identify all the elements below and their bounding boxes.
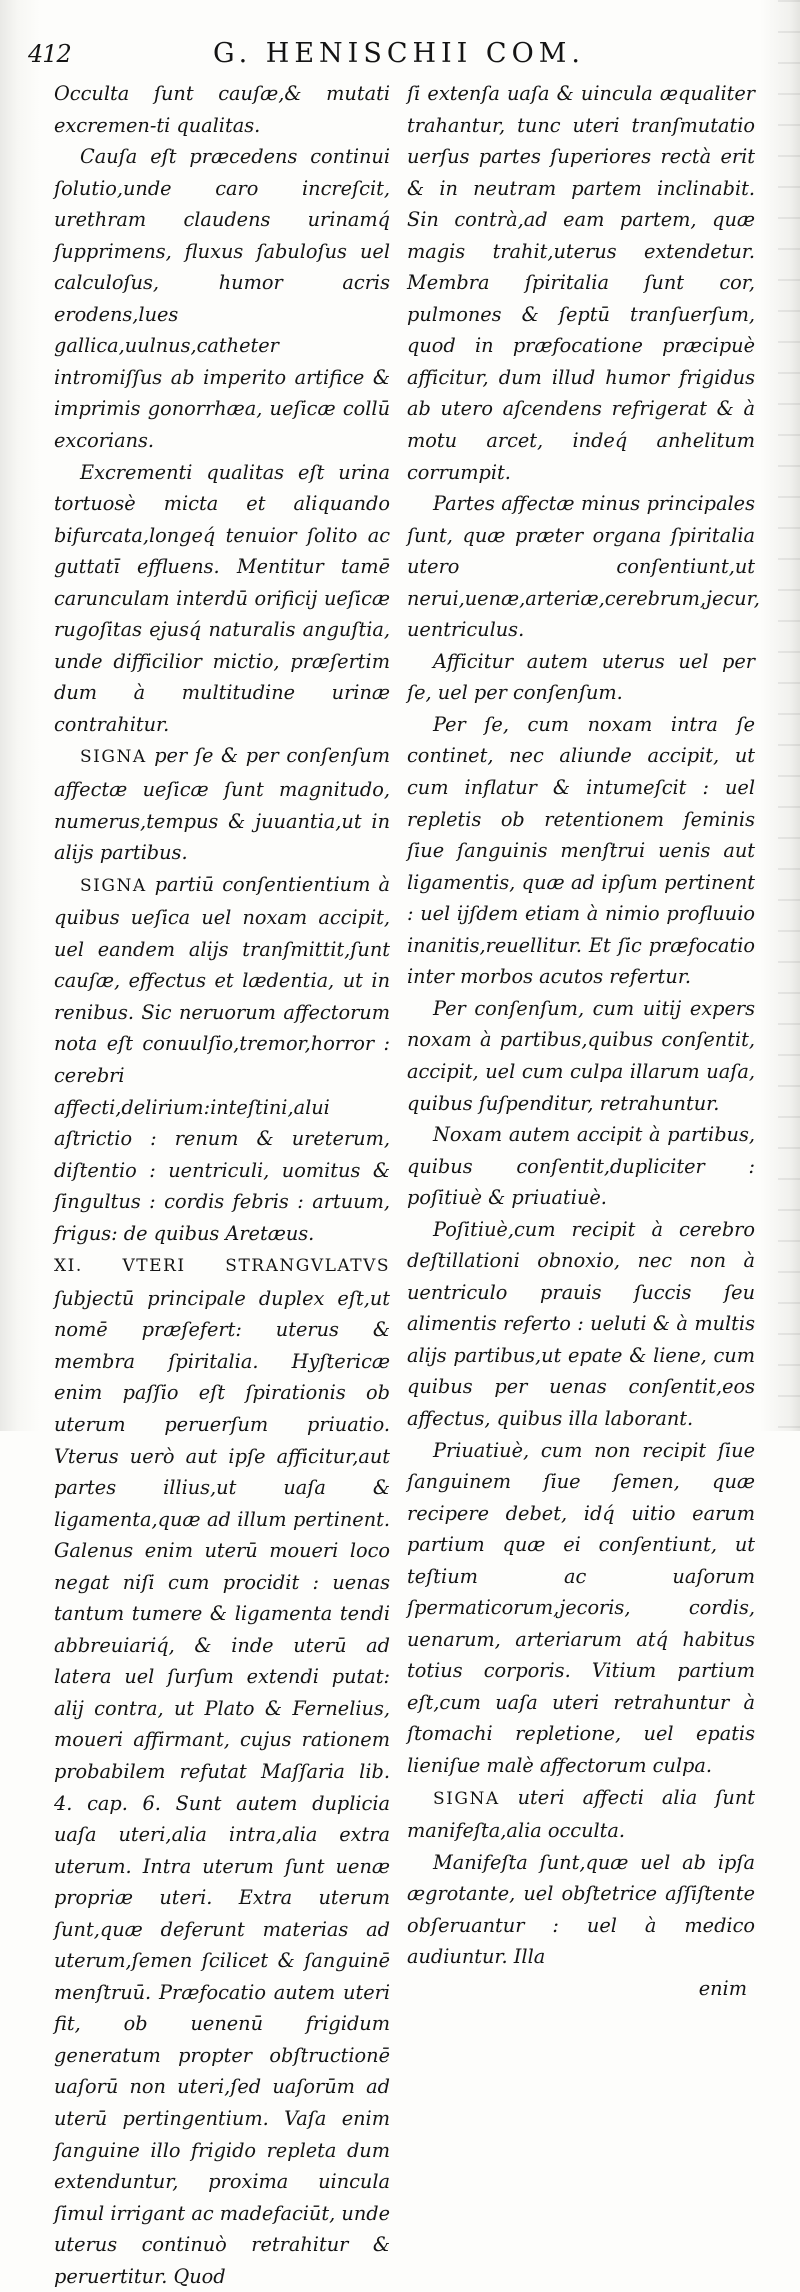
paragraph — [407, 1214, 755, 1435]
paragraph — [54, 740, 390, 868]
paragraph-text: Poſitiuè,cum recipit à cerebro deſtillationi obnoxio, nec non à uentriculo prauis ſuccis ſeu alimentis referto : ueluti & à multis alijs partibus,ut epate & liene, cum quibus per uenas conſentit,eos affectus, quibus illa laborant. — [407, 1217, 755, 1430]
right-column — [407, 78, 760, 2004]
paragraph — [54, 141, 390, 456]
paragraph-text: Afficitur autem uterus uel per ſe, uel per conſenſum. — [407, 649, 755, 705]
paragraph-text: uteri affecti alia ſunt manifeſta,alia occulta. — [407, 1785, 755, 1843]
paragraph-text: Per conſenſum, cum uitij expers noxam à partibus,quibus conſentit, accipit, uel cum culpa illarum uaſa, quibus ſuſpenditur, retrahuntur. — [407, 996, 755, 1115]
section-keyword: SIGNA — [80, 875, 147, 896]
paragraph-text: per ſe & per conſenſum affectæ ueſicæ ſunt magnitudo, numerus,tempus & juuantia,ut in alijs partibus. — [54, 744, 390, 865]
section-keyword: SIGNA — [80, 747, 147, 768]
paragraph-text: enim — [698, 1976, 747, 2000]
paragraph-text: Noxam autem accipit à partibus, quibus conſentit,dupliciter : poſitiuè & priuatiuè. — [407, 1123, 755, 1210]
paragraph — [407, 1435, 755, 1782]
paragraph-text: Cauſa eſt præcedens continui ſolutio,unde caro increſcit, urethram claudens urinamq́ ſupprimens, fluxus ſabuloſus uel calculoſus, humor acris erodens,lues gallica,uulnus,catheter intromiſſus ab imperito artifice & imprimis gonorrhæa, ueſicæ collū excorians. — [54, 145, 390, 453]
running-head: G. HENISCHII COM. — [213, 38, 585, 69]
paragraph-text: Manifeſta ſunt,quæ uel ab ipſa ægrotante, uel obſtetrice aſſiſtente obſeruantur : uel à medico audiuntur. Illa — [407, 1850, 755, 1969]
paragraph-text: Excrementi qualitas eſt urina tortuosè micta et aliquando bifurcata,longeq́ tenuior ſolito ac guttatī effluens. Mentitur tamē carunculam interdū orificij ueſicæ rugoſitas ejusq́ naturalis anguſtia, unde difficilior mictio, præſertim dum à multitudine urinæ contrahitur. — [54, 460, 390, 736]
paragraph — [407, 78, 755, 488]
paragraph — [407, 1119, 755, 1214]
page-number: 412 — [28, 40, 71, 68]
paragraph-text: ſubjectū principale duplex eſt,ut nomē præſefert: uterus & membra ſpiritalia. Hyſtericæ enim paſſio eſt ſpirationis ob uterum peruerſum priuatio. Vterus uerò aut ipſe afficitur,aut partes illius,ut uaſa & ligamenta,quæ ad illum pertinent. Galenus enim uterū moueri loco negat niſi cum procidit : uenas tantum tumere & ligamenta tendi abbreuiariq́, & inde uterū ad latera uel ſurſum extendi putat: alij contra, ut Plato & Fernelius, moueri affirmant, cujus rationem probabilem refutat Maſſaria lib. 4. cap. 6. Sunt autem duplicia uaſa uteri,alia intra,alia extra uterum. Intra uterum ſunt uenæ propriæ uteri. Extra uterum ſunt,quæ deferunt materias ad uterum,ſemen ſcilicet & ſanguinē menſtruū. Præfocatio autem uteri fit, ob uenenū frigidum generatum propter obſtructionē uaſorū non uteri,ſed uaſorūm ad uterū pertingentium. Vaſa enim ſanguine illo frigido repleta dum extenduntur, proxima uincula ſimul irrigant ac madefaciūt, unde uterus continuò retrahitur & peruertitur. Quod — [54, 1286, 390, 2288]
paragraph — [54, 457, 390, 741]
section-keyword: XI. VTERI STRANGVLATVS — [54, 1256, 390, 1277]
paragraph — [54, 1249, 390, 2292]
catchword — [407, 1973, 755, 2005]
paragraph-text: Occulta ſunt cauſæ,& mutati excremen-ti qualitas. — [54, 82, 390, 137]
paragraph-text: ſi extenſa uaſa & uincula æqualiter trahantur, tunc uteri tranſmutatio uerſus partes ſuperiores rectà erit & in neutram partem inclinabit. Sin contrà,ad eam partem, quæ magis trahit,uterus extendetur. Membra ſpiritalia ſunt cor, pulmones & ſeptū tranſuerſum, quod in præfocatione præcipuè afficitur, dum illud humor frigidus ab utero aſcendens refrigerat & à motu arcet, indeq́ anhelitum corrumpit. — [407, 82, 755, 484]
paragraph-text: Partes affectæ minus principales ſunt, quæ præter organa ſpiritalia utero conſentiunt,ut nerui,uenæ,arteriæ,cerebrum,jecur, uentriculus. — [407, 492, 760, 642]
paragraph-text: partiū conſentientium à quibus ueſica uel noxam accipit, uel eandem alijs tranſmittit,ſunt cauſæ, effectus et lædentia, ut in renibus. Sic neruorum affectorum nota eſt conuulſio,tremor,horror : cerebri affecti,delirium:inteſtini,alui aſtrictio : renum & ureterum, diſtentio : uentriculi, uomitus & ſingultus : cordis febris : artuum, frigus: de quibus Aretæus. — [54, 872, 390, 1245]
paragraph — [407, 1782, 755, 1847]
paragraph — [54, 78, 390, 141]
paragraph — [407, 646, 755, 709]
left-column — [54, 78, 390, 2292]
section-keyword: SIGNA — [433, 1788, 500, 1809]
page-header — [28, 38, 778, 78]
paragraph — [407, 709, 755, 993]
paragraph — [407, 488, 760, 646]
paragraph — [407, 993, 755, 1119]
paragraph — [54, 869, 390, 1250]
paragraph-text: Priuatiuè, cum non recipit ſiue ſanguinem ſiue ſemen, quæ recipere debet, idq́ uitio earum partium quæ ei conſentiunt, ut teſtium ac uaſorum ſpermaticorum,jecoris, cordis, uenarum, arteriarum atq́ habitus totius corporis. Vitium partium eſt,cum uaſa uteri retrahuntur à ſtomachi repletione, uel epatis lieniſue malè affectorum culpa. — [407, 1438, 755, 1777]
paragraph-text: Per ſe, cum noxam intra ſe continet, nec aliunde accipit, ut cum inflatur & intumeſcit : uel repletis ob retentionem ſeminis ſiue ſanguinis menſtrui uenis aut ligamentis, quæ ad ipſum pertinent : uel ijſdem etiam à nimio profluuio inanitis,reuellitur. Et ſic præfocatio inter morbos acutos refertur. — [407, 712, 755, 989]
page-edge-shadow — [778, 0, 800, 1431]
paragraph — [407, 1847, 755, 1973]
